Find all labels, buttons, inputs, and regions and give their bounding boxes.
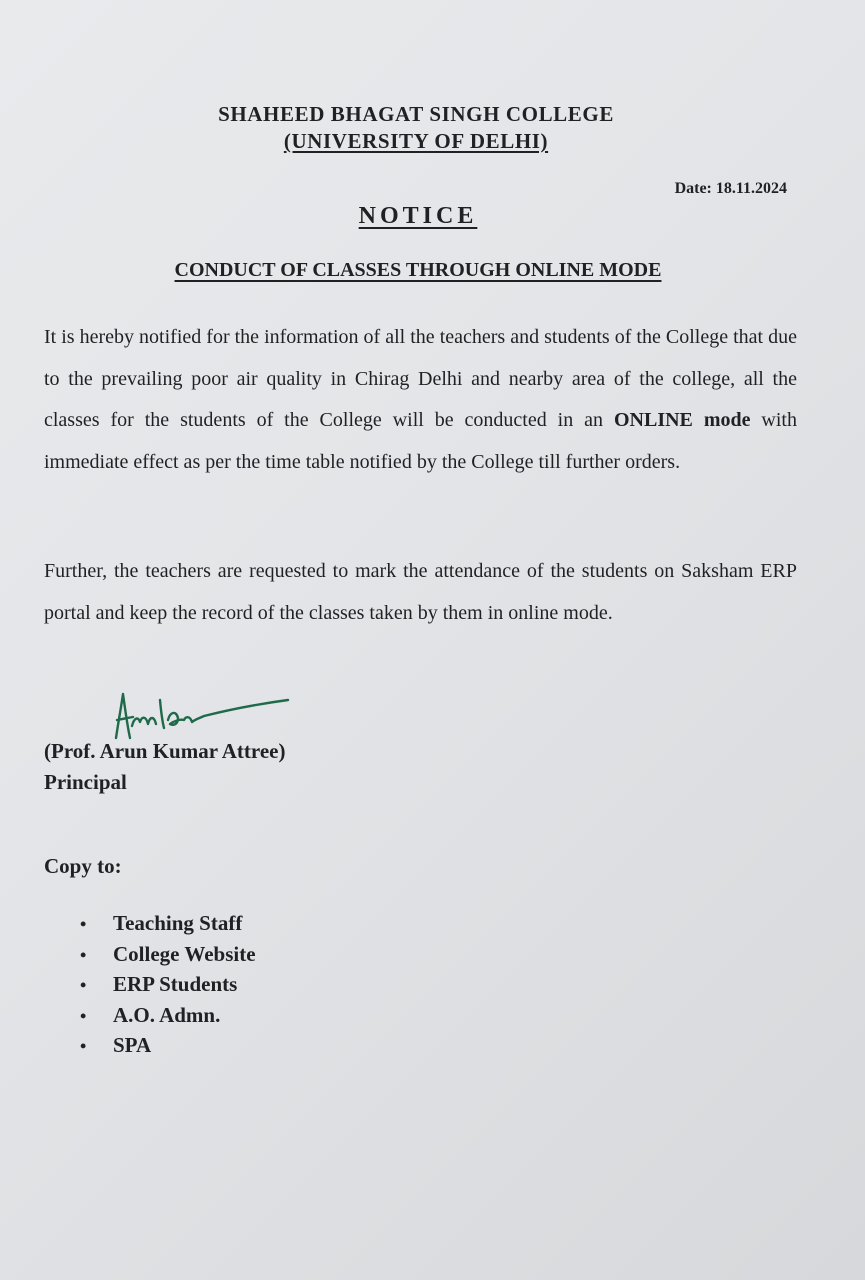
- notice-date: Date: 18.11.2024: [674, 180, 787, 197]
- list-item: [80, 969, 256, 1000]
- body-paragraph-2: Further, the teachers are requested to mark the attendance of the students on Saksham ERP portal and keep the record of the classes taken by them in online mode.: [44, 560, 797, 624]
- bullet-icon: •: [80, 944, 87, 965]
- university-name-text: (UNIVERSITY OF DELHI): [283, 129, 549, 153]
- handwritten-signature: [108, 686, 298, 746]
- para1-bold-text: ONLINE mode: [613, 409, 751, 431]
- list-item-label: College Website: [113, 941, 256, 966]
- notice-subject-text: CONDUCT OF CLASSES THROUGH ONLINE MODE: [174, 259, 662, 281]
- bullet-icon: •: [80, 1005, 87, 1026]
- notice-title: [0, 203, 836, 230]
- notice-title-text: NOTICE: [358, 203, 478, 229]
- list-item-label: SPA: [113, 1033, 152, 1057]
- university-name: [0, 129, 832, 154]
- notice-subject: [0, 259, 836, 282]
- para1-text-start: It is hereby notified for the information of all the teachers and students of the College that due to the prevailing poor air quality in Chirag Delhi and nearby area of the college, all the classes for the students of the College will be conducted in an: [44, 326, 797, 431]
- list-item: [80, 908, 256, 939]
- list-item: [80, 1000, 256, 1031]
- list-item: [80, 939, 256, 970]
- list-item: [80, 1030, 256, 1061]
- list-item-label: Teaching Staff: [113, 911, 243, 935]
- signatory-title: Principal: [44, 770, 127, 794]
- list-item-label: ERP Students: [113, 972, 238, 996]
- body-paragraph-1: [44, 317, 797, 483]
- copy-to-label: Copy to:: [44, 854, 122, 878]
- college-name: SHAHEED BHAGAT SINGH COLLEGE: [218, 102, 614, 126]
- para1-text-end: with immediate effect as per the time table notified by the College till further orders.: [44, 409, 797, 473]
- bullet-icon: •: [80, 1036, 87, 1056]
- signature-stroke: [116, 694, 288, 738]
- signatory-name: (Prof. Arun Kumar Attree): [44, 739, 286, 763]
- copy-to-list: [80, 908, 256, 1061]
- bullet-icon: •: [80, 975, 87, 995]
- bullet-icon: •: [80, 914, 87, 934]
- list-item-label: A.O. Admn.: [113, 1002, 221, 1027]
